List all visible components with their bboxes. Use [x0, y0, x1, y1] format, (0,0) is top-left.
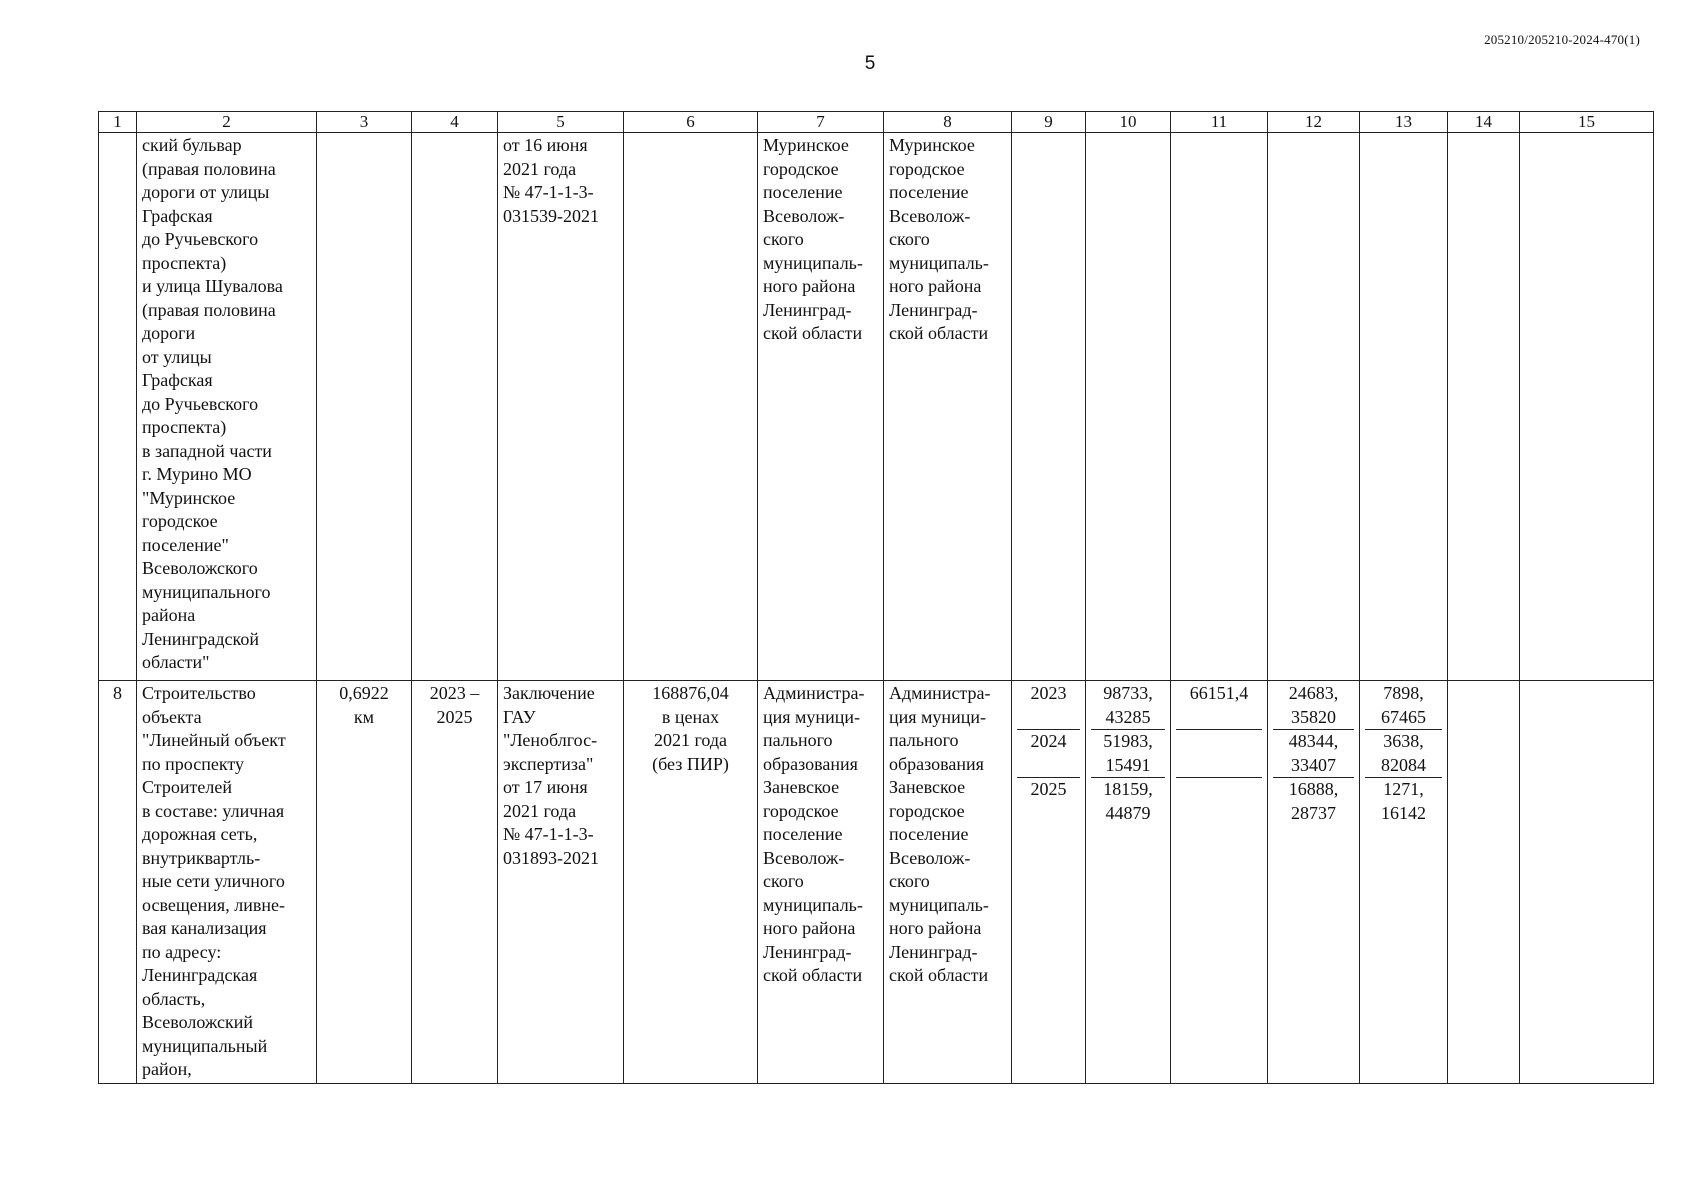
amount-cell	[1448, 133, 1520, 681]
col-header: 6	[624, 112, 758, 133]
page-number: 5	[864, 53, 876, 74]
customer: Администра- ция муници- пального образования Заневское городское поселение Всеволож- ского муниципаль- ного района Ленинград- ской области	[758, 681, 884, 1084]
amount-column-13	[1360, 681, 1448, 1084]
amount-cell: 7898, 67465	[1365, 682, 1442, 730]
col-header: 11	[1171, 112, 1268, 133]
header-row	[99, 112, 1654, 133]
row-number: 8	[99, 681, 137, 1084]
row-number	[99, 133, 137, 681]
col-header: 7	[758, 112, 884, 133]
table-row	[99, 681, 1654, 1084]
table-row	[99, 133, 1654, 681]
amount-cell: 48344, 33407	[1273, 730, 1354, 778]
document-id: 205210/205210-2024-470(1)	[1484, 32, 1640, 47]
amount-cell	[1360, 133, 1448, 681]
col-header: 13	[1360, 112, 1448, 133]
object-name: Строительство объекта "Линейный объект по проспекту Строителей в составе: уличная дорожная сеть, внутриквартль- ные сети уличного освещения, ливне- вая канализация по адресу: Ленинградская область, Всеволожский муниципальный район,	[137, 681, 317, 1084]
col-header: 12	[1268, 112, 1360, 133]
amount-column-10	[1086, 681, 1171, 1084]
col-header: 8	[884, 112, 1012, 133]
amount-cell: 51983, 15491	[1091, 730, 1165, 778]
col-header: 9	[1012, 112, 1086, 133]
customer: Муринское городское поселение Всеволож- ского муниципаль- ного района Ленинград- ской области	[758, 133, 884, 681]
amount-cell: 24683, 35820	[1273, 682, 1354, 730]
estimated-cost	[624, 133, 758, 681]
register-table	[98, 111, 1654, 1084]
amount-cell: 98733, 43285	[1091, 682, 1165, 730]
amount-cell: 18159, 44879	[1103, 779, 1153, 823]
amount-cell: 16888, 28737	[1288, 779, 1339, 823]
capacity: 0,6922 км	[317, 681, 412, 1084]
period	[412, 133, 498, 681]
col-header: 1	[99, 112, 137, 133]
amount-cell	[1086, 133, 1171, 681]
col-header: 14	[1448, 112, 1520, 133]
col-header: 3	[317, 112, 412, 133]
years-column	[1012, 681, 1086, 1084]
amount-cell: 1271, 16142	[1381, 779, 1426, 823]
capacity	[317, 133, 412, 681]
col-header: 4	[412, 112, 498, 133]
amount-cell	[1520, 133, 1654, 681]
amount-cell: 3638, 82084	[1365, 730, 1442, 778]
period: 2023 – 2025	[412, 681, 498, 1084]
amount-cell	[1176, 778, 1262, 825]
amount-cell	[1448, 681, 1520, 1084]
expertise: от 16 июня 2021 года № 47-1-1-3- 031539-2021	[498, 133, 624, 681]
expertise: Заключение ГАУ "Леноблгос- экспертиза" от 17 июня 2021 года № 47-1-1-3- 031893-2021	[498, 681, 624, 1084]
amount-column-11	[1171, 681, 1268, 1084]
col-header: 15	[1520, 112, 1654, 133]
owner: Администра- ция муници- пального образования Заневское городское поселение Всеволож- ского муниципаль- ного района Ленинград- ской области	[884, 681, 1012, 1084]
object-name: ский бульвар (правая половина дороги от улицы Графская до Ручьевского проспекта) и улица Шувалова (правая половина дороги от улицы Графская до Ручьевского проспекта) в западной части г. Мурино МО "Муринское городское поселение" Всеволожского муниципального района Ленинградской области"	[137, 133, 317, 681]
estimated-cost: 168876,04 в ценах 2021 года (без ПИР)	[624, 681, 758, 1084]
amount-cell	[1268, 133, 1360, 681]
year-cell: 2024	[1017, 730, 1080, 778]
col-header: 5	[498, 112, 624, 133]
col-header: 2	[137, 112, 317, 133]
year-cell: 2025	[1030, 779, 1067, 799]
amount-cell	[1176, 730, 1262, 778]
year-cell: 2023	[1017, 682, 1080, 730]
owner: Муринское городское поселение Всеволож- ского муниципаль- ного района Ленинград- ской области	[884, 133, 1012, 681]
amount-cell: 66151,4	[1176, 682, 1262, 730]
amount-cell	[1520, 681, 1654, 1084]
amount-column-12	[1268, 681, 1360, 1084]
col-header: 10	[1086, 112, 1171, 133]
year-cell	[1012, 133, 1086, 681]
amount-cell	[1171, 133, 1268, 681]
